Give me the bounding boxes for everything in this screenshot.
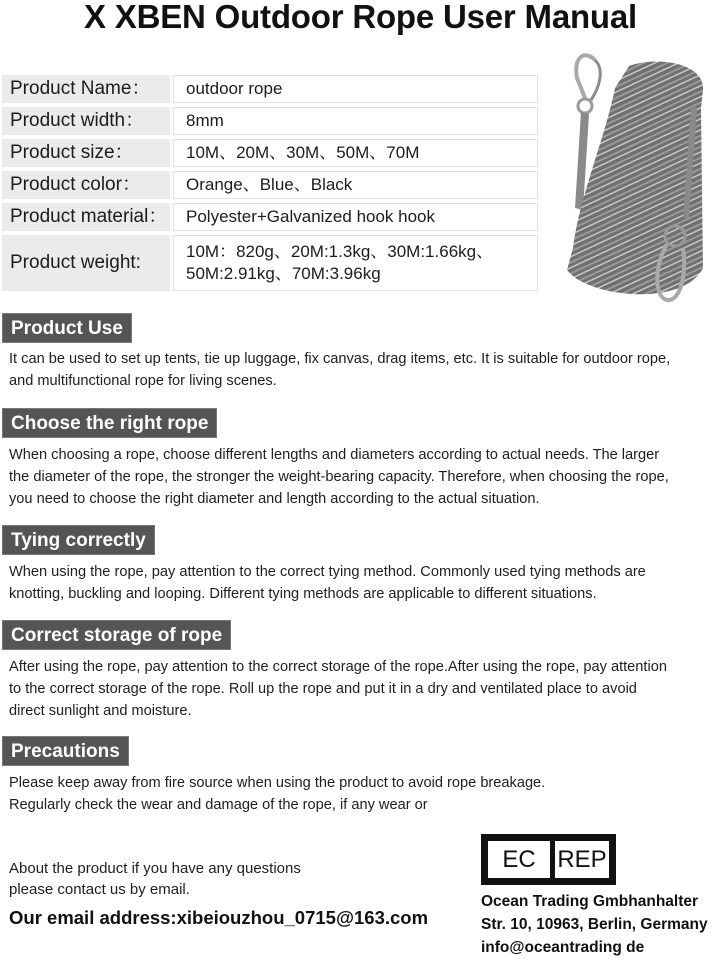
- spec-table: [2, 75, 538, 295]
- spec-value-line: 50M:2.91kg、70M:3.96kg: [186, 264, 381, 283]
- section-heading-precautions: Precautions: [2, 736, 129, 766]
- address-line: info@oceantrading de: [481, 939, 645, 956]
- spec-value: 8mm: [173, 107, 538, 135]
- contact-line: About the product if you have any questions: [9, 860, 301, 877]
- rope-coil-with-carabiners-image: [555, 48, 715, 306]
- spec-value: outdoor rope: [173, 75, 538, 103]
- address-line: Str. 10, 10963, Berlin, Germany: [481, 916, 708, 933]
- rep-label: REP: [555, 841, 609, 878]
- body-line: to the correct storage of the rope. Roll up the rope and put it in a dry and ventilated place to avoid: [9, 681, 637, 697]
- ec-label: EC: [488, 841, 550, 878]
- body-line: It can be used to set up tents, tie up luggage, fix canvas, drag items, etc. It is suitable for outdoor rope,: [9, 351, 671, 367]
- spec-row: [2, 139, 538, 167]
- body-line: you need to choose the right diameter and length according to the actual situation.: [9, 491, 540, 507]
- spec-row: [2, 171, 538, 199]
- spec-label: Product width：: [2, 107, 170, 135]
- body-line: When using the rope, pay attention to the correct tying method. Commonly used tying methods are: [9, 564, 646, 580]
- spec-label: Product Name：: [2, 75, 170, 103]
- section-body-product-use: [9, 348, 721, 392]
- section-heading-product-use: Product Use: [2, 313, 132, 343]
- section-body-precautions: [9, 772, 721, 816]
- ec-rep-icon: [481, 834, 616, 885]
- body-line: When choosing a rope, choose different lengths and diameters according to actual needs. The larger: [9, 447, 660, 463]
- spec-label: Product weight:: [2, 235, 170, 291]
- spec-row: [2, 107, 538, 135]
- body-line: and multifunctional rope for living scenes.: [9, 373, 277, 389]
- contact-line: please contact us by email.: [9, 881, 190, 898]
- section-body-choose-rope: [9, 444, 721, 510]
- body-line: the diameter of the rope, the stronger the weight-bearing capacity. Therefore, when choosing the rope,: [9, 469, 669, 485]
- spec-value-line: 10M：820g、20M:1.3kg、30M:1.66kg、: [186, 242, 494, 261]
- address-line: Ocean Trading Gmbhanhalter: [481, 893, 699, 910]
- spec-row: [2, 235, 538, 291]
- email-address: Our email address:xibeiouzhou_0715@163.com: [9, 907, 429, 928]
- spec-value: 10M、20M、30M、50M、70M: [173, 139, 538, 167]
- spec-value: Orange、Blue、Black: [173, 171, 538, 199]
- body-line: Please keep away from fire source when using the product to avoid rope breakage.: [9, 775, 546, 791]
- spec-label: Product size：: [2, 139, 170, 167]
- section-heading-choose-rope: Choose the right rope: [2, 408, 217, 438]
- spec-label: Product color：: [2, 171, 170, 199]
- contact-text: [9, 858, 301, 900]
- body-line: knotting, buckling and looping. Different tying methods are applicable to different situations.: [9, 586, 597, 602]
- section-heading-tying: Tying correctly: [2, 525, 155, 555]
- body-line: Regularly check the wear and damage of the rope, if any wear or: [9, 797, 428, 813]
- section-body-storage: [9, 656, 721, 722]
- section-body-tying: [9, 561, 721, 605]
- spec-value: Polyester+Galvanized hook hook: [173, 203, 538, 231]
- page-title: X XBEN Outdoor Rope User Manual: [83, 0, 638, 35]
- spec-label: Product material：: [2, 203, 170, 231]
- body-line: direct sunlight and moisture.: [9, 703, 192, 719]
- spec-value: [173, 235, 538, 291]
- body-line: After using the rope, pay attention to the correct storage of the rope.After using the rope, pay attention: [9, 659, 667, 675]
- section-heading-storage: Correct storage of rope: [2, 620, 231, 650]
- spec-row: [2, 75, 538, 103]
- ec-rep-address: [481, 890, 708, 959]
- spec-row: [2, 203, 538, 231]
